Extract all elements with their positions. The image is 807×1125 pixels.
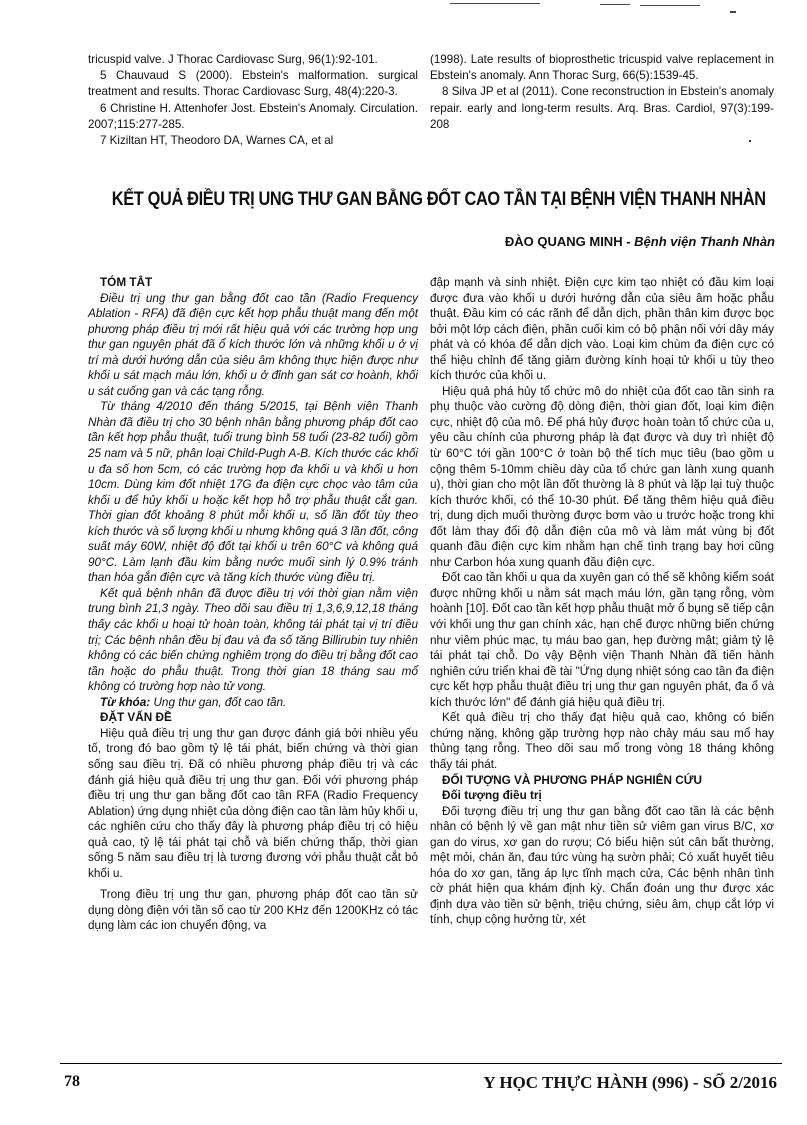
stray-mark: [749, 140, 751, 142]
intro-heading: ĐẶT VẤN ĐỀ: [100, 711, 172, 725]
body-right-column: [430, 275, 774, 928]
methods-heading: ĐỐI TƯỢNG VÀ PHƯƠNG PHÁP NGHIÊN CỨU: [442, 773, 702, 787]
author-affiliation: Bệnh viện Thanh Nhàn: [634, 234, 775, 249]
abstract-paragraph: Điều trị ung thư gan bằng đốt cao tần (Radio Frequency Ablation - RFA) đã điện cực kết hợp phẫu thuật mang đến một phương pháp điều trị mới rất hiệu quả với các trường hợp ung thư gan nguyên phát đã ổ kích thước lớn và những khối u ở vị trí mà dưới hướng dẫn của siêu âm không thực hiện được như khối u sát mạch máu lớn, khối u ở đỉnh gan sát cơ hoành, khối u sát cuống gan và các tạng rỗng.: [88, 291, 418, 398]
abstract-paragraph: Từ tháng 4/2010 đến tháng 5/2015, tại Bệnh viện Thanh Nhàn đã điều trị cho 30 bệnh nhân bằng phương pháp đốt cao tần kết hợp phẫu thuật, tuổi trung bình 58 tuổi (23-82 tuổi) gồm 25 nam và 5 nữ, phân loại Child-Pugh A-B. Kích thước các khối u đa số hơn 5cm, có các trường hợp đa khối u và khối u hơn 10cm. Dùng kim đốt nhiệt 17G đa điện cực chọc vào tâm của khối u để hủy khối u hoặc kết hợp hỗ trợ phẫu thuật cắt gan. Thời gian đốt khoảng 8 phút mỗi khối u, số lần đốt tùy theo kích thước và số lượng khối u nhưng không quá 3 lần đốt, công suất máy 60W, nhiệt độ đốt tại khối u trên 60°C và không quá 90°C. Làm lạnh đầu kim bằng nước muối sinh lý 0.9% tránh than hóa gắn điện cực và tăng kích thước vùng điều trị.: [88, 400, 418, 585]
keywords-text: Ung thư gan, đốt cao tần.: [153, 695, 287, 709]
reference-item: tricuspid valve. J Thorac Cardiovasc Surg, 96(1):92-101.: [88, 53, 378, 66]
reference-item: 7 Kiziltan HT, Theodoro DA, Warnes CA, et al: [100, 134, 334, 148]
abstract-paragraph: Kết quả bệnh nhân đã được điều trị với thời gian nằm viện trung bình 21,3 ngày. Theo dõi sau điều trị 1,3,6,9,12,18 tháng thấy các khối u hoại tử hoàn toàn, không tái phát tại vị trí điều trị; Các bệnh nhân đều bị đau và đa số tăng Billirubin tuy nhiên không có các biến chứng nghiêm trọng do điều trị bằng đốt cao tần hoặc do phẫu thuật. Trong thời gian 18 tháng sau mổ không có trường hợp nào tử vong.: [88, 586, 418, 694]
intro-paragraph: Hiệu quả điều trị ung thư gan được đánh giá bởi nhiều yếu tố, trong đó bao gồm tỷ lệ tái phát, biến chứng và thời gian sống sau điều trị. Đã có nhiều phương pháp điều trị và các đánh giá hiệu quả điều trị ung thư gan. Đối với phương pháp điều trị ung thư gan bằng đốt cao tần RFA (Radio Frequency Ablation) ứng dụng nhiệt của dòng điện cao tần làm hủy khối u, các nghiên cứu cho thấy đây là phương pháp điều trị có hiệu quả cao, tỷ lệ tái phát tại chỗ và biến chứng thấp, thời gian sống 5 năm sau điều trị là tương đương với phẫu thuật cắt bỏ khối u.: [88, 726, 418, 880]
body-paragraph: Đốt cao tần khối u qua da xuyên gan có thể sẽ không kiểm soát được những khối u nằm sát mạch máu lớn, gần tạng rỗng, vòm hoành [10]. Đốt cao tần kết hợp phẫu thuật mở ổ bụng sẽ tiếp cận với khối ung thư gan chính xác, hạn chế được những biến chứng như viêm phúc mạc, tụ máu bao gan, hẹp đường mật; giảm tỷ lệ tái phát tại chỗ. Do vậy Bệnh viện Thanh Nhàn đã tiến hành nghiên cứu triển khai đề tài "Ứng dụng nhiệt sóng cao tần đa điện cực kết hợp phẫu thuật điều trị ung thư gan nguyên phát, đa ổ và kích thước lớn" để đánh giá hiệu quả điều trị.: [430, 571, 774, 709]
intro-paragraph: Trong điều trị ung thư gan, phương pháp đốt cao tần sử dụng dòng điện với tần số cao từ 200 KHz đến 1200KHz có tác dụng làm các ion chuyển động, va: [88, 888, 418, 933]
article-title: KẾT QUẢ ĐIỀU TRỊ UNG THƯ GAN BẰNG ĐỐT CAO TẦN TẠI BỆNH VIỆN THANH NHÀN: [111, 189, 766, 210]
references-left-column: [88, 52, 418, 149]
reference-item: 8 Silva JP et al (2011). Cone reconstruction in Ebstein's anomaly repair. early and long-term results. Arq. Bras. Cardiol, 97(3):199-208: [430, 85, 774, 131]
author-name: ĐÀO QUANG MINH -: [504, 234, 631, 249]
footer-rule: [60, 1063, 782, 1064]
subjects-heading: Đối tượng điều trị: [442, 789, 542, 803]
author-line: [505, 234, 775, 249]
abstract-heading: TÓM TẮT: [100, 276, 153, 289]
body-paragraph: Kết quả điều trị cho thấy đạt hiệu quả cao, không có biến chứng nặng, không gặp trường hợp nào chảy máu sau mổ hay thủng tạng rỗng. Theo dõi sau mổ trong vòng 18 tháng không thấy tái phát.: [430, 711, 774, 771]
reference-item: (1998). Late results of bioprosthetic tricuspid valve replacement in Ebstein's anomaly. Ann Thorac Surg, 66(5):1539-45.: [430, 53, 774, 83]
reference-item: 6 Christine H. Attenhofer Jost. Ebstein's Anomaly. Circulation. 2007;115:277-285.: [88, 101, 418, 131]
keywords-label: Từ khóa:: [100, 695, 151, 709]
keywords-line: [88, 695, 418, 711]
top-rule: [0, 3, 807, 6]
reference-item: 5 Chauvaud S (2000). Ebstein's malformation. surgical treatment and results. Thorac Cardiovasc Surg, 48(4):220-3.: [88, 69, 418, 99]
body-left-column: [88, 275, 418, 934]
page-number: 78: [64, 1073, 80, 1090]
references-right-column: [430, 52, 774, 133]
body-paragraph: Hiệu quả phá hủy tổ chức mô do nhiệt của đốt cao tần sinh ra phụ thuộc vào cường độ dòng điện, thời gian đốt, loại kim điện cực, nhiệt độ của mô. Để phá hủy được hoàn toàn tổ chức của u, yêu cầu chính của phương pháp là đạt được và duy trì nhiệt độ từ 60°C tới gần 100°C ở toàn bộ thể tích mục tiêu (bao gồm u cộng thêm 5-10mm chiều dày của tổ chức gan lành xung quanh u), thời gian cho một lần đốt thường là 8 phút và lặp lại tuỳ thuộc kích thước khối, có thể 10-30 phút. Để tăng thêm hiệu quả điều trị, dung dịch muối thường được bơm vào u trước hoặc trong khi đốt làm thay đổi độ dẫn điện của mô và làm mát vùng bị đốt quanh đầu điện cực kim nhằm hạn chế tình trạng bay hơi cũng như Carbon hóa xung quanh đầu điện cực.: [430, 384, 774, 569]
body-paragraph: Đối tượng điều trị ung thư gan bằng đốt cao tần là các bệnh nhân có bệnh lý về gan mật như tiền sử viêm gan virus B/C, xơ gan do virus, xơ gan do rượu; Có biểu hiện sút cân bất thường, mệt mỏi, chán ăn, đau tức vùng hạ sườn phải; Có xuất huyết tiêu hóa do xơ gan, tăng áp lực tĩnh mạch cửa, Các bệnh nhân tình cờ phát hiện qua khám định kỳ. Chẩn đoán ung thư được xác định dựa vào tiền sử bệnh, triệu chứng, siêu âm, chụp cắt lớp vi tính, chụp cộng hưởng từ, xét: [430, 804, 774, 927]
journal-name: Y HỌC THỰC HÀNH (996) - SỐ 2/2016: [483, 1073, 777, 1092]
body-paragraph: đập mạnh và sinh nhiệt. Điện cực kim tạo nhiệt có đầu kim loại được đưa vào khối u dưới hướng dẫn của siêu âm hoặc phẫu thuật. Đầu kim có các rãnh để dẫn dịch, phần thân kim được bọc bởi một lớp cách điện, phần cuối kim có bộ phận nối với dây máy phát và có khóa để dẫn dịch vào. Loại kim chùm đa điện cực có thể hiệu chỉnh để tăng giảm đường kính hoại tử khối u tùy theo kích thước của khối u.: [430, 276, 774, 383]
